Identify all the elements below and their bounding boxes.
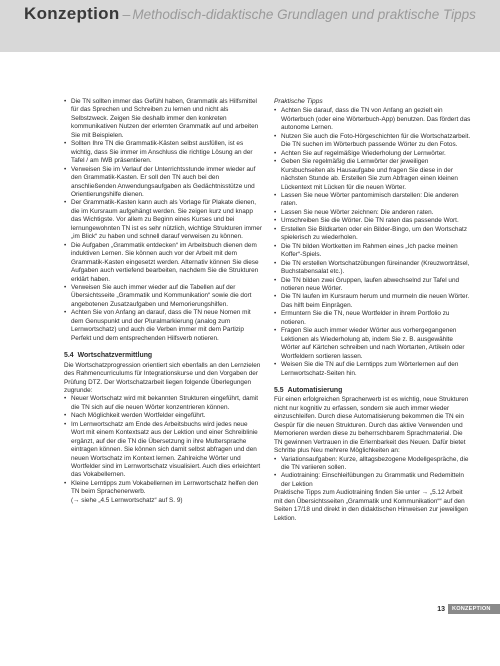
list-item: • Die TN bilden zwei Gruppen, laufen abwechselnd zur Tafel und notieren neue Wörter. bbox=[274, 277, 472, 294]
list-item: • Audiotraining: Einschleifübungen zu Grammatik und Redemitteln der Lektion bbox=[274, 472, 472, 489]
list-item: • Erstellen Sie Bildkarten oder ein Bilder-Bingo, um den Wortschatz spielerisch zu wiederholen. bbox=[274, 226, 472, 243]
right-column bbox=[274, 98, 472, 523]
list-item: • Kleine Lerntipps zum Vokabellernen im Lernwortschatz helfen den TN beim Sprachenerwerb. (→ siehe „4.5 Lernwortschatz“ auf S. 9) bbox=[64, 480, 262, 505]
automation-options-list bbox=[274, 456, 472, 490]
list-item: • Die TN erstellen Wortschatzübungen füreinander (Kreuzworträtsel, Buchstabensalat etc.). bbox=[274, 260, 472, 277]
section-title: Wortschatzvermittlung bbox=[77, 352, 153, 360]
practical-tips-list bbox=[274, 107, 472, 378]
section-number: 5.4 bbox=[64, 352, 74, 360]
title-separator: – bbox=[122, 6, 131, 22]
list-item: • Lassen Sie neue Wörter zeichnen: Die anderen raten. bbox=[274, 209, 472, 217]
section-paragraph: Für einen erfolgreichen Spracherwerb ist es wichtig, neue Strukturen nicht nur kognitiv zu erfassen, sondern sie auch immer wieder einzuschleifen. Durch diese Automatisierung bekommen die TN ein Gespür für die neuen Strukturen. Durch das aktive Verwenden und Memorieren werden diese zu beherrschbarem Sprachmaterial. Die TN gewinnen Vertrauen in die Erlernbarkeit des Neuen. Dafür bietet Schritte plus Neu mehrere Möglichkeiten an: bbox=[274, 396, 469, 455]
list-item: • Neuer Wortschatz wird mit bekannten Strukturen eingeführt, damit die TN sich auf die neuen Wörter konzentrieren können. bbox=[64, 395, 262, 412]
list-item: • Die Aufgaben „Grammatik entdecken“ im Arbeitsbuch dienen dem induktiven Lernen. Sie können auch vor der Arbeit mit dem Grammatik-Kasten eingesetzt werden. Alternativ können Sie diese Aufgaben auch vertiefend bearbeiten, nachdem Sie die Strukturen erklärt haben. bbox=[64, 242, 262, 284]
section-heading-5-5 bbox=[274, 387, 472, 395]
list-item: • Ermuntern Sie die TN, neue Wortfelder in ihrem Portfolio zu notieren. bbox=[274, 310, 472, 327]
list-item: • Achten Sie darauf, dass die TN von Anfang an gezielt ein Wörterbuch (oder eine Wörterbuch-App) benutzen. Das fördert das autonome Lernen. bbox=[274, 107, 472, 132]
section-number: 5.5 bbox=[274, 386, 284, 394]
left-column bbox=[64, 98, 262, 505]
page-header bbox=[0, 0, 500, 52]
list-item: • Verweisen Sie im Verlauf der Unterrichtsstunde immer wieder auf den Grammatik-Kasten. Er soll den TN auch bei den anschließenden Anwendungsaufgaben als Gedächtnisstütze und Orientierungshilfe dienen. bbox=[64, 166, 262, 200]
list-item: • Lassen Sie neue Wörter pantomimisch darstellen: Die anderen raten. bbox=[274, 192, 472, 209]
section-paragraph: Die Wortschatzprogression orientiert sich ebenfalls an den Lernzielen des Rahmencurriculums für Integrationskurse und den Vorgaben der Prüfung DTZ. Der Wortschatzarbeit liegen folgende Überlegungen zugrunde: bbox=[64, 361, 261, 394]
list-item: • Variationsaufgaben: Kurze, alltagsbezogene Modellgespräche, die die TN variieren sollen. bbox=[274, 456, 472, 473]
footer-section-label: KONZEPTION bbox=[448, 604, 500, 614]
list-item: • Nutzen Sie auch die Foto-Hörgeschichten für die Wortschatzarbeit. Die TN suchen im Wörterbuch passende Wörter zu den Fotos. bbox=[274, 133, 472, 150]
practical-tips-heading: Praktische Tipps bbox=[274, 98, 323, 105]
list-item: • Geben Sie regelmäßig die Lernwörter der jeweiligen Kursbuchseiten als Hausaufgabe und fragen Sie diese in der nächsten Stunde ab. Erstellen Sie zum Abfragen einen kleinen Lückentext mit Lücken für die neuen Wörter. bbox=[274, 158, 472, 192]
list-item: • Die TN sollten immer das Gefühl haben, Grammatik als Hilfsmittel für das Sprechen und Schreiben zu lernen und nicht als Selbstzweck. Zeigen Sie deshalb immer den konkreten kommunikativen Nutzen der erlernten Grammatik auf und arbeiten Sie mit Beispielen. bbox=[64, 98, 262, 140]
grammar-tips-list bbox=[64, 98, 262, 343]
list-item: • Fragen Sie auch immer wieder Wörter aus vorhergegangenen Lektionen als Wiederholung ab, indem Sie z. B. ausgewählte Wörter auf Kärtchen schreiben und nach Wortarten, Artikeln oder Wortfeldern sortieren lassen. bbox=[274, 327, 472, 361]
section-heading-5-4 bbox=[64, 352, 262, 360]
list-item: • Umschreiben Sie die Wörter. Die TN raten das passende Wort. bbox=[274, 217, 472, 225]
vocabulary-considerations-list bbox=[64, 395, 262, 505]
list-item: • Weisen Sie die TN auf die Lerntipps zum Wörterlernen auf den Lernwortschatz-Seiten hin. bbox=[274, 361, 472, 378]
list-item: • Im Lernwortschatz am Ende des Arbeitsbuchs wird jedes neue Wort mit einem Kontextsatz aus der Lektion und einer Schreiblinie ergänzt, auf der die TN die Übersetzung in ihre Muttersprache eintragen können. Sie können sich damit selbst abfragen und den neuen Wortschatz im Kontext lernen. Zahlreiche Wörter und Wortfelder sind im Lernwortschatz visualisiert. Auch dies erleichtert das Vokabellernen. bbox=[64, 421, 262, 480]
list-item: • Achten Sie von Anfang an darauf, dass die TN neue Nomen mit dem Genuspunkt und der Pluralmarkierung (analog zum Lernwortschatz) und auch die Verben immer mit dem Partizip Perfekt und dem entsprechenden Hilfsverb notieren. bbox=[64, 309, 262, 343]
list-item: • Der Grammatik-Kasten kann auch als Vorlage für Plakate dienen, die im Kursraum aufgehängt werden. Sie zeigen kurz und knapp das Wichtigste. Vor allem zu Beginn eines Kurses und bei lernungewohnten TN ist es sehr nützlich, wichtige Strukturen immer „im Blick“ zu haben und schnell darauf verweisen zu können. bbox=[64, 199, 262, 241]
list-item: • Nach Möglichkeit werden Wortfelder eingeführt. bbox=[64, 412, 262, 420]
list-item: • Verweisen Sie auch immer wieder auf die Tabellen auf der Übersichtsseite „Grammatik und Kommunikation“ sowie die dort angebotenen Zusatzaufgaben und Memorierungshilfen. bbox=[64, 284, 262, 309]
list-item: • Die TN bilden Wortketten im Rahmen eines „Ich packe meinen Koffer“-Spiels. bbox=[274, 243, 472, 260]
section-title: Automatisierung bbox=[287, 386, 343, 394]
chapter-title: Konzeption bbox=[24, 4, 120, 23]
list-item: • Sollten Ihre TN die Grammatik-Kästen selbst ausfüllen, ist es wichtig, dass Sie immer im Anschluss die richtige Lösung an der Tafel / am IWB präsentieren. bbox=[64, 140, 262, 165]
page-footer bbox=[437, 604, 500, 614]
section-paragraph-closing: Praktische Tipps zum Audiotraining finden Sie unter → „5.12 Arbeit mit den Übersichtsseiten „Grammatik und Kommunikation““ auf den Seiten 17/18 und direkt in den didaktischen Hinweisen zur jeweiligen Lektion. bbox=[274, 489, 468, 522]
page-title bbox=[24, 4, 476, 24]
chapter-subtitle: Methodisch-didaktische Grundlagen und praktische Tipps bbox=[132, 7, 476, 22]
page-number: 13 bbox=[437, 605, 445, 613]
list-item: • Die TN laufen im Kursraum herum und murmeln die neuen Wörter. Das hilft beim Einprägen. bbox=[274, 293, 472, 310]
list-item: • Achten Sie auf regelmäßige Wiederholung der Lernwörter. bbox=[274, 150, 472, 158]
